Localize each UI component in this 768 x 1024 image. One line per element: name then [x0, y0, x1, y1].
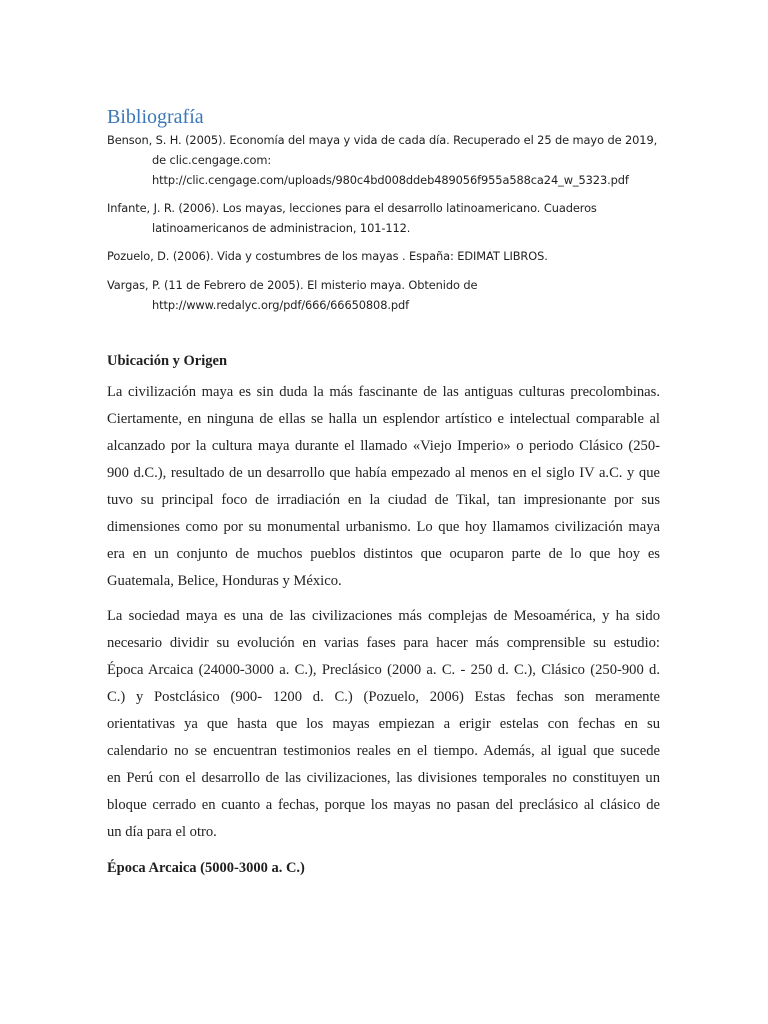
bibliography-entry-infante: [107, 198, 667, 238]
paragraph-line: alcanzado por la cultura maya durante el llamado «Viejo Imperio» o periodo Clásico (250-: [107, 438, 660, 454]
paragraph-line: C.) y Postclásico (900- 1200 d. C.) (Pozuelo, 2006) Estas fechas son meramente: [107, 689, 660, 705]
paragraph-line: La sociedad maya es una de las civilizaciones más complejas de Mesoamérica, y ha sido: [107, 608, 660, 624]
paragraph-line: orientativas ya que hasta que los mayas empiezan a erigir estelas con fechas en su: [107, 716, 660, 732]
paragraph-line: dimensiones como por su monumental urbanismo. Lo que hoy llamamos civilización maya: [107, 519, 660, 535]
paragraph-line: era en un conjunto de muchos pueblos distintos que ocuparon parte de lo que hoy es: [107, 546, 660, 562]
paragraph-line: Ciertamente, en ninguna de ellas se halla un esplendor artístico e intelectual comparable al: [107, 411, 660, 427]
bib-url-link: http://www.redalyc.org/pdf/666/66650808.pdf: [152, 298, 410, 312]
bib-line: de clic.cengage.com:: [152, 153, 272, 167]
paragraph-line: 900 d.C.), resultado de un desarrollo que había empezado al menos en el siglo IV a.C. y que: [107, 465, 660, 481]
paragraph-line: Guatemala, Belice, Honduras y México.: [107, 573, 342, 589]
bibliography-heading: Bibliografía: [107, 106, 204, 128]
paragraph-line: tuvo su principal foco de irradiación en la ciudad de Tikal, tan impresionante por sus: [107, 492, 660, 508]
paragraph-line: La civilización maya es sin duda la más fascinante de las antiguas culturas precolombinas.: [107, 384, 660, 400]
paragraph-line: calendario no se encuentran testimonios reales en el tiempo. Además, al igual que sucede: [107, 743, 660, 759]
paragraph-ubicacion: [107, 379, 660, 595]
bibliography-entry-vargas: [107, 275, 667, 315]
bib-line: Pozuelo, D. (2006). Vida y costumbres de los mayas . España: EDIMAT LIBROS.: [107, 249, 548, 263]
paragraph-line: en Perú con el desarrollo de las civilizaciones, las divisiones temporales no constituyen un: [107, 770, 660, 786]
bibliography-entry-pozuelo: [107, 246, 667, 266]
bib-line: Vargas, P. (11 de Febrero de 2005). El misterio maya. Obtenido de: [107, 278, 478, 292]
paragraph-line: un día para el otro.: [107, 824, 217, 840]
paragraph-line: bloque cerrado en cuanto a fechas, porque los mayas no pasan del preclásico al clásico de: [107, 797, 660, 813]
paragraph-line: Época Arcaica (24000-3000 a. C.), Preclásico (2000 a. C. - 250 d. C.), Clásico (250-900 d.: [107, 662, 660, 678]
section-title-ubicacion: Ubicación y Origen: [107, 353, 228, 369]
paragraph-line: necesario dividir su evolución en varias fases para hacer más comprensible su estudio:: [107, 635, 660, 651]
bib-line: Benson, S. H. (2005). Economía del maya y vida de cada día. Recuperado el 25 de mayo de 2019,: [107, 133, 658, 147]
bib-url-link: http://clic.cengage.com/uploads/980c4bd008ddeb489056f955a588ca24_w_5323.pdf: [152, 173, 629, 187]
bib-line: Infante, J. R. (2006). Los mayas, lecciones para el desarrollo latinoamericano. Cuaderos: [107, 201, 597, 215]
bib-line: latinoamericanos de administracion, 101-112.: [152, 221, 411, 235]
paragraph-sociedad: [107, 603, 660, 846]
section-title-epoca-arcaica: Época Arcaica (5000-3000 a. C.): [107, 860, 305, 876]
bibliography-entry-benson: [107, 130, 667, 190]
